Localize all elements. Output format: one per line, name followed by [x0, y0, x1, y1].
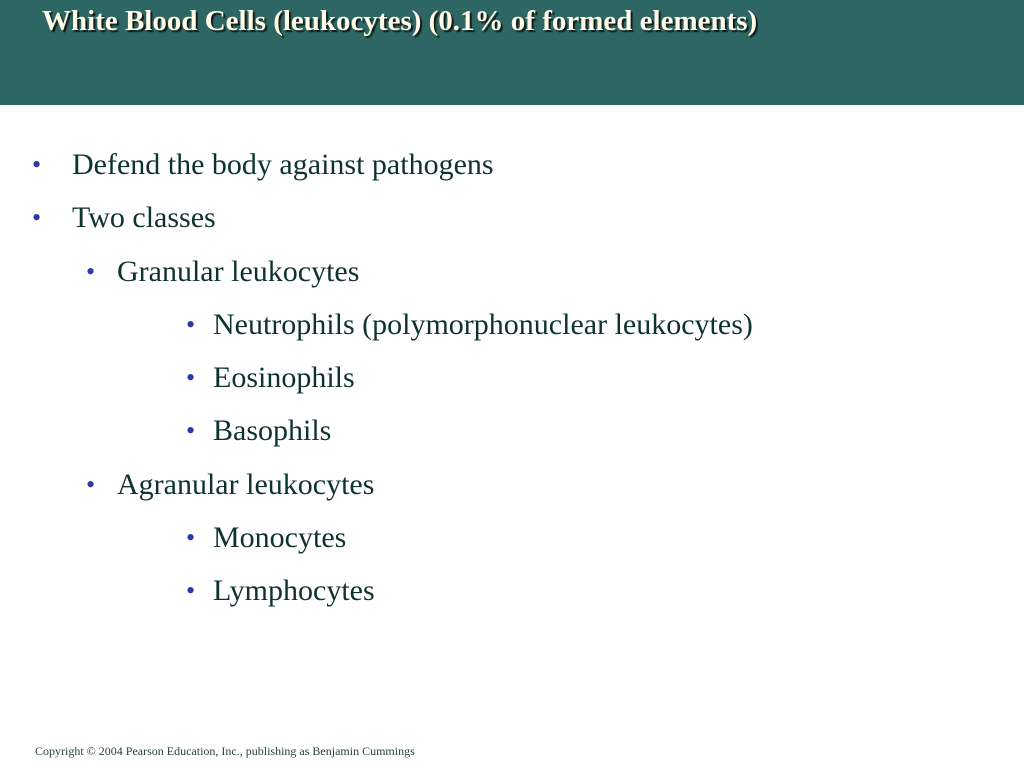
bullet-text: Basophils: [213, 414, 332, 448]
title-bar: [0, 0, 1024, 105]
bullet-icon: •: [186, 576, 196, 606]
bullet-icon: •: [186, 309, 196, 339]
bullet-icon: •: [86, 256, 96, 286]
bullet-text: Agranular leukocytes: [117, 467, 375, 501]
bullet-icon: •: [186, 363, 196, 393]
bullet-text: Monocytes: [213, 521, 347, 555]
bullet-text: Granular leukocytes: [117, 254, 360, 288]
bullet-icon: •: [32, 150, 42, 179]
bullet-icon: •: [86, 469, 96, 499]
bullet-icon: •: [186, 416, 196, 446]
bullet-icon: •: [186, 523, 196, 553]
bullet-text: Lymphocytes: [213, 574, 375, 608]
bullet-text: Neutrophils (polymorphonuclear leukocytes): [213, 307, 753, 341]
slide-title: White Blood Cells (leukocytes) (0.1% of formed elements): [42, 5, 758, 37]
bullet-text: Eosinophils: [213, 361, 355, 395]
bullet-text: Defend the body against pathogens: [72, 148, 494, 181]
bullet-text: Two classes: [72, 201, 216, 235]
bullet-icon: •: [32, 203, 42, 233]
copyright-footer: Copyright © 2004 Pearson Education, Inc., publishing as Benjamin Cummings: [35, 744, 415, 758]
